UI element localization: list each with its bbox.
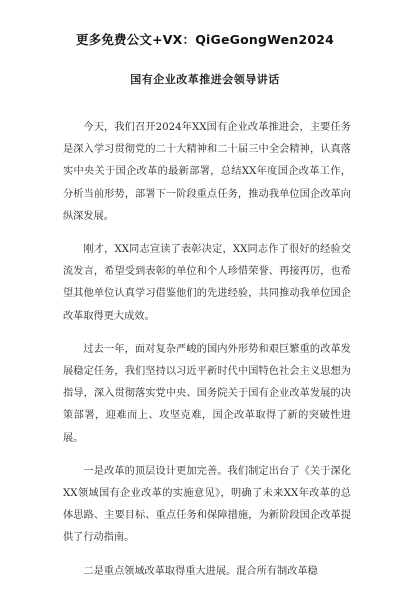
page-title: 国有企业改革推进会领导讲话: [130, 73, 280, 86]
paragraph-3: 过去一年，面对复杂严峻的国内外形势和艰巨繁重的改革发展稳定任务，我们坚持以习近平新时代中国特色社会主义思想为指导，深入贯彻落实党中央、国务院关于国有企业改革发展的决策部署，迎难而上、攻坚克难，国企改革取得了新的突破性进展。: [63, 343, 351, 444]
paragraph-1: 今天，我们召开2024年XX国有企业改革推进会，主要任务是深入学习贯彻党的二十大精神和二十届三中全会精神，认真落实中央关于国企改革的最新部署，总结XX年度国企改革工作，分析当前形势，部署下一阶段重点任务，推动我单位国企改革向纵深发展。: [63, 122, 351, 222]
paragraph-2: 刚才，XX同志宣读了表彰决定，XX同志作了很好的经验交流发言，希望受到表彰的单位和个人珍惜荣誉、再接再厉，也希望其他单位认真学习借鉴他们的先进经验，共同推动我单位国企改革取得更大成效。: [63, 244, 351, 322]
paragraph-4: 一是改革的顶层设计更加完善。我们制定出台了《关于深化XX领域国有企业改革的实施意见》，明确了未来XX年改革的总体思路、主要目标、重点任务和保障措施，为新阶段国企改革提供了行动指南。: [63, 465, 351, 544]
header-note: 更多免费公文+VX：QiGeGongWen2024: [75, 32, 335, 47]
paragraph-5: 二是重点领域改革取得重大进展。混合所有制改革稳: [83, 565, 318, 577]
document-body: [63, 117, 351, 594]
